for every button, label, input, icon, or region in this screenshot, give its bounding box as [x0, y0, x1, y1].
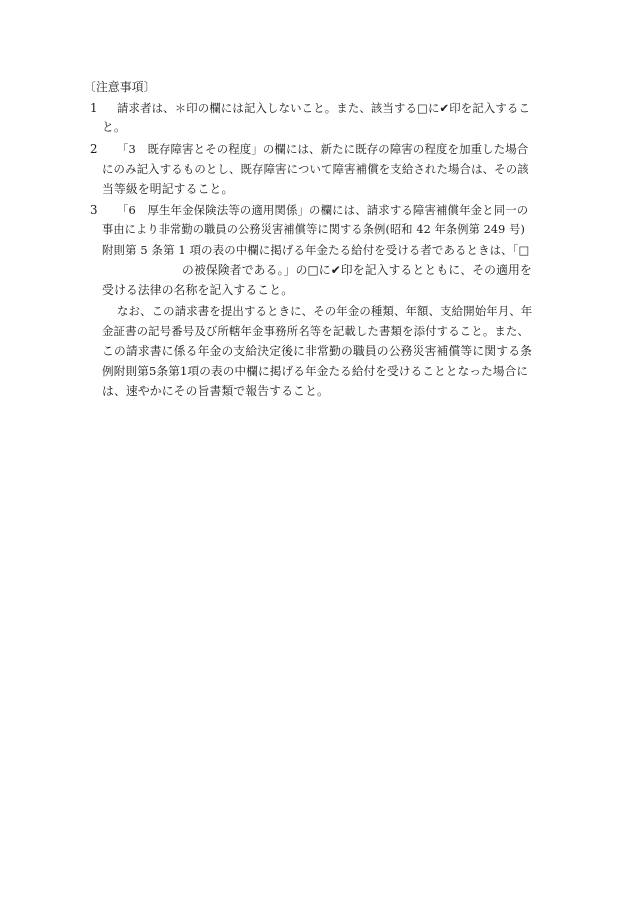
- notes-heading: 〔注意事項〕: [84, 80, 156, 94]
- item-2-number: 2: [90, 142, 98, 156]
- item-1-line-2: と。: [102, 120, 126, 134]
- item-3-line-4: の被保険者である。」の□に✔印を記入するとともに、その適用を: [182, 263, 532, 277]
- paragraph-line-1: なお、この請求書を提出するときに、その年金の種類、年額、支給開始年月、年: [117, 304, 533, 318]
- item-3-number: 3: [90, 203, 98, 217]
- paragraph-line-4: 例附則第5条第1項の表の中欄に掲げる年金たる給付を受けることとなった場合に: [102, 364, 529, 378]
- item-3-line-2: 事由により非常勤の職員の公務災害補償等に関する条例(昭和 42 年条例第 249 号): [102, 223, 525, 236]
- item-1-line-1: 請求者は、＊印の欄には記入しないこと。また、該当する□に✔印を記入するこ: [117, 101, 530, 115]
- item-2-line-3: 当等級を明記すること。: [102, 182, 234, 196]
- item-3-line-5: 受ける法律の名称を記入すること。: [102, 283, 294, 297]
- item-1-number: 1: [90, 101, 98, 115]
- paragraph-line-2: 金証書の記号番号及び所轄年金事務所名等を記載した書類を添付すること。また、: [102, 324, 530, 338]
- paragraph-line-5: は、速やかにその旨書類で報告すること。: [102, 384, 329, 398]
- item-3-line-1: 「6 厚生年金保険法等の適用関係」の欄には、請求する障害補償年金と同一の: [117, 203, 529, 217]
- item-2-line-2: にのみ記入するものとし、既存障害について障害補償を支給された場合は、その該: [102, 162, 529, 176]
- paragraph-line-3: この請求書に係る年金の支給決定後に非常勤の職員の公務災害補償等に関する条: [102, 344, 533, 358]
- item-3-line-3: 附則第 5 条第 1 項の表の中欄に掲げる年金たる給付を受ける者であるときは、「□: [102, 243, 530, 257]
- item-2-line-1: 「3 既存障害とその程度」の欄には、新たに既存の障害の程度を加重した場合: [117, 142, 529, 156]
